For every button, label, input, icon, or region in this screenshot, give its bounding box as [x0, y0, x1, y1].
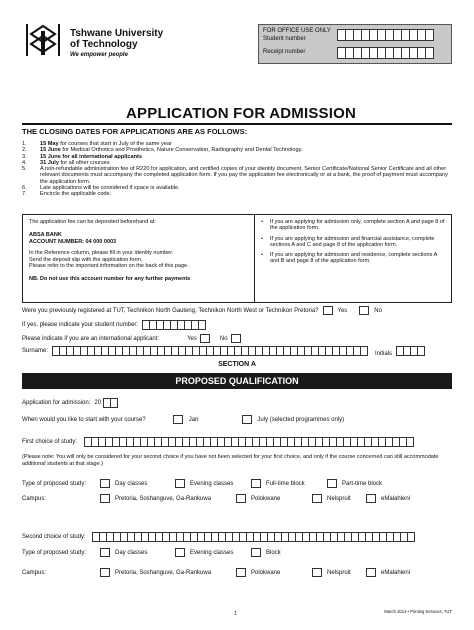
evening-classes-checkbox[interactable] [175, 479, 185, 488]
second-choice-note: (Please note: You will only be considered for your second choice if you have not been selected for your first choice, and only if the course concerned can still accommodate additional students at that stage.) [22, 454, 439, 467]
campus-pretoria-label-2: Pretoria, Soshanguve, Ga-Rankuwa [115, 569, 212, 576]
parttime-block-checkbox[interactable] [327, 479, 337, 488]
day-classes-checkbox[interactable] [100, 479, 110, 488]
campus-nelspruit-checkbox-2[interactable] [312, 568, 322, 577]
surname-row [22, 344, 424, 357]
receipt-number-label: Receipt number [263, 49, 306, 55]
study-type-row-2 [22, 548, 281, 557]
fulltime-block-label: Full-time block [266, 480, 305, 487]
initials-boxes[interactable] [396, 346, 424, 356]
admission-year-prefix: 20 [94, 400, 102, 406]
international-yes-label: Yes [187, 335, 197, 342]
list-item: • If you are applying for admission and residence, complete sections A and B and page 8 of the application form. [261, 252, 437, 265]
study-type-label-2: Type of proposed study: [22, 549, 87, 556]
campus-label-2: Campus: [22, 569, 47, 576]
start-july-checkbox[interactable] [242, 415, 252, 424]
campus-row-2 [22, 568, 410, 577]
second-choice-row [22, 532, 414, 542]
page-title: APPLICATION FOR ADMISSION [126, 105, 356, 122]
tut-emblem-icon [22, 22, 64, 58]
international-no-label: No [219, 335, 228, 342]
campus-emalahleni-label-2: eMalahleni [381, 569, 411, 576]
campus-emalahleni-checkbox-2[interactable] [366, 568, 376, 577]
day-classes-label-2: Day classes [115, 549, 148, 556]
bank-details [23, 215, 255, 302]
previous-student-number-boxes[interactable] [142, 320, 205, 330]
first-choice-boxes[interactable] [84, 437, 413, 447]
bank-name: ABSA BANK [29, 232, 62, 239]
admission-year-boxes[interactable] [103, 398, 117, 408]
second-choice-boxes[interactable] [92, 532, 414, 542]
previous-registration-row [22, 306, 382, 315]
second-choice-label: Second choice of study: [22, 534, 86, 540]
previous-no-checkbox[interactable] [359, 306, 369, 315]
closing-dates-heading: THE CLOSING DATES FOR APPLICATIONS ARE AS FOLLOWS: [22, 127, 248, 136]
campus-emalahleni-checkbox[interactable] [366, 494, 376, 503]
campus-pretoria-checkbox-2[interactable] [100, 568, 110, 577]
parttime-block-label: Part-time block [342, 480, 383, 487]
campus-emalahleni-label: eMalahleni [381, 495, 411, 502]
admission-year-row [22, 398, 117, 408]
start-month-row [22, 415, 344, 424]
study-type-row-1 [22, 479, 382, 488]
evening-classes-checkbox-2[interactable] [175, 548, 185, 557]
list-item: • If you are applying for admission only, complete section A and page 8 of the application form. [261, 219, 445, 232]
block-label-2: Block [266, 549, 281, 556]
evening-classes-label-2: Evening classes [190, 549, 234, 556]
initials-label: Initials [375, 351, 393, 357]
day-classes-label: Day classes [115, 480, 148, 487]
list-item: 2. 15 June for Medical Orthotics and Prosthetics, Nature Conservation, Radiography and Dental Technology. [22, 147, 303, 154]
list-item: 5. A non-refundable administration fee of R220 for application, and certified copies of your identity document, Senior Certificate/National Senior Certificate and all other relevant documents must accompany the completed application form. If you pay the application fee electronically or at a bank, the proof of payment must accompany the application form. [22, 166, 448, 185]
student-number-row [22, 320, 205, 330]
campus-label: Campus: [22, 495, 47, 502]
page-number: 1 [234, 611, 237, 617]
campus-pretoria-label: Pretoria, Soshanguve, Ga-Rankuwa [115, 495, 212, 502]
university-name-line1: Tshwane University [70, 28, 164, 39]
student-number-question: If yes, please indicate your student number: [22, 322, 139, 328]
campus-polokwane-label-2: Polokwane [251, 569, 281, 576]
list-item: • If you are applying for admission and financial assistance, complete sections A and C and page 8 of the application form. [261, 235, 435, 248]
international-label: Please indicate if you are an international applicant: [22, 335, 160, 342]
proposed-qualification-banner: PROPOSED QUALIFICATION [22, 373, 452, 389]
university-tagline: We empower people [70, 52, 128, 58]
payment-info-box [22, 214, 452, 303]
refer-note: Please refer to the important information on the back of this page. [29, 263, 189, 270]
office-use-panel [258, 24, 452, 64]
campus-polokwane-label: Polokwane [251, 495, 281, 502]
international-row [22, 334, 241, 343]
start-jan-checkbox[interactable] [173, 415, 183, 424]
university-name-line2: of Technology [70, 39, 138, 50]
student-number-boxes[interactable] [337, 29, 433, 41]
list-item: 4. 31 July for all other courses [22, 159, 110, 166]
start-jan-label: Jan [188, 416, 199, 423]
title-divider [22, 123, 452, 125]
nb-note: NB. Do not use this account number for any further payments [29, 276, 191, 283]
section-a-heading: SECTION A [218, 361, 256, 368]
first-choice-label: First choice of study: [22, 439, 78, 445]
account-number: ACCOUNT NUMBER: 04 000 0003 [29, 238, 117, 245]
student-number-label: Student number [263, 36, 306, 42]
evening-classes-label: Evening classes [190, 480, 234, 487]
previous-registration-label: Were you previously registered at TUT, Technikon North Gauteng, Technikon North West or Technikon Pretoria? [22, 307, 319, 314]
closing-dates-list [22, 141, 452, 198]
reference-note: In the Reference column, please fill in your identity number. [29, 250, 174, 257]
campus-nelspruit-label: Nelspruit [327, 495, 351, 502]
list-item: 7. Encircle the applicable code. [22, 191, 112, 198]
bank-intro: The application fee can be deposited beforehand at: [29, 219, 156, 225]
list-item: 3. 15 June for all international applicants [22, 153, 142, 160]
footer-note: March 2013 • Printing Services, TUT [384, 609, 452, 614]
campus-row-1 [22, 494, 410, 503]
previous-yes-checkbox[interactable] [323, 306, 333, 315]
surname-label: Surname: [22, 347, 49, 354]
list-item: 6. Late applications will be considered if space is available. [22, 185, 180, 192]
international-yes-checkbox[interactable] [200, 334, 210, 343]
surname-boxes[interactable] [52, 346, 367, 356]
start-july-label: July (selected programmes only) [257, 416, 345, 423]
university-name [70, 28, 163, 50]
campus-polokwane-checkbox[interactable] [236, 494, 246, 503]
international-no-checkbox[interactable] [231, 334, 241, 343]
campus-pretoria-checkbox[interactable] [100, 494, 110, 503]
fulltime-block-checkbox[interactable] [251, 479, 261, 488]
list-item: 1. 15 May for courses that start in July of the same year [22, 141, 172, 147]
day-classes-checkbox-2[interactable] [100, 548, 110, 557]
university-logo [22, 22, 64, 58]
campus-polokwane-checkbox-2[interactable] [236, 568, 246, 577]
application-instructions [255, 215, 451, 302]
block-checkbox-2[interactable] [251, 548, 261, 557]
admission-year-label: Application for admission: [22, 400, 91, 406]
campus-nelspruit-label-2: Nelspruit [327, 569, 351, 576]
campus-nelspruit-checkbox[interactable] [312, 494, 322, 503]
study-type-label: Type of proposed study: [22, 480, 87, 487]
first-choice-row [22, 437, 413, 447]
previous-yes-label: Yes [337, 307, 348, 314]
receipt-number-boxes[interactable] [337, 47, 433, 59]
start-month-label: When would you like to start with your course? [22, 416, 146, 423]
office-use-heading: FOR OFFICE USE ONLY [263, 28, 331, 34]
previous-no-label: No [374, 307, 382, 314]
send-slip-note: Send the deposit slip with the application form. [29, 256, 143, 263]
